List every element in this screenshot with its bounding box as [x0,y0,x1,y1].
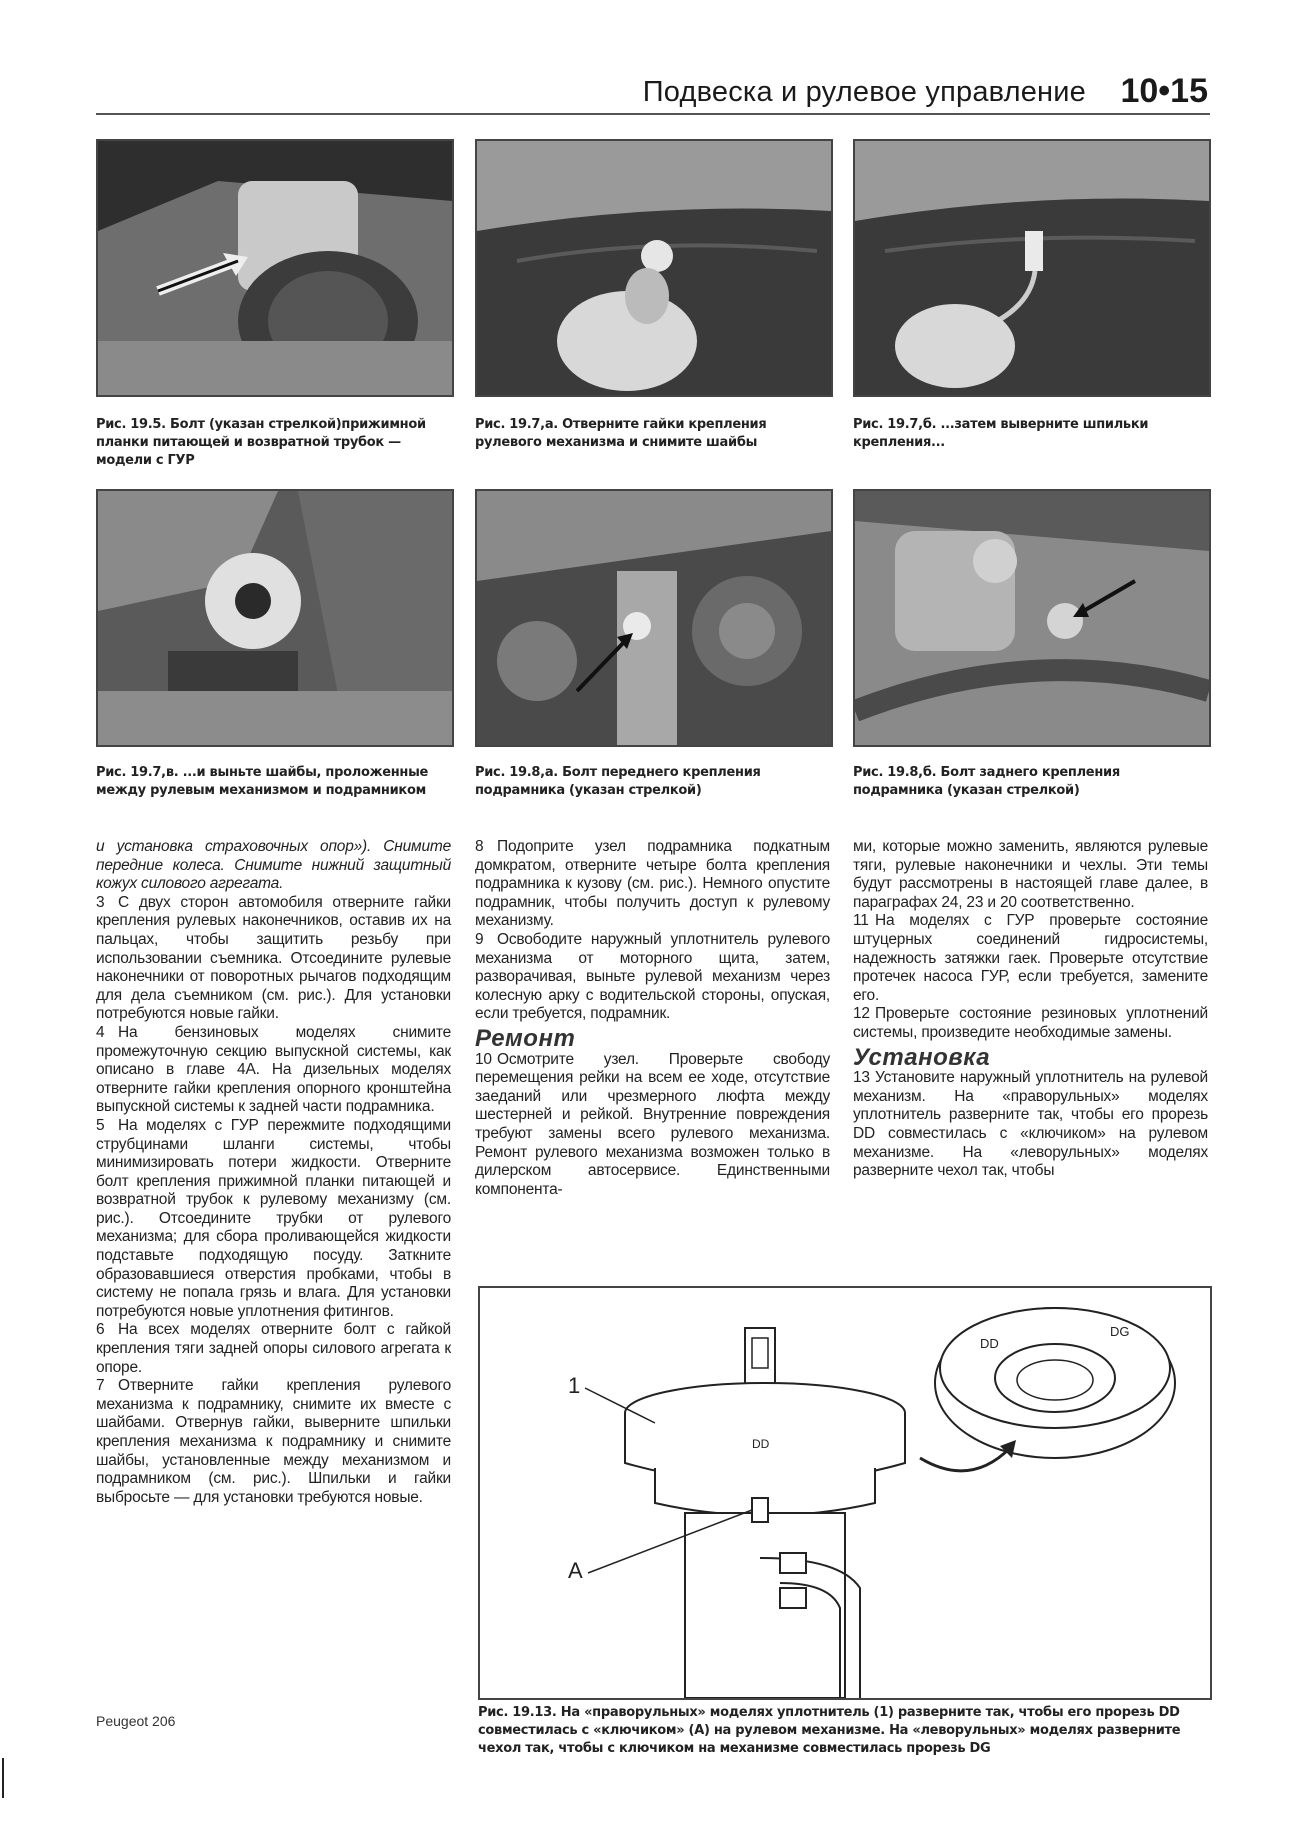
diagram-label-dd: DD [752,1437,770,1451]
paragraph-9: 9 Освободите наружный уплотнитель рулевого механизма от моторного щита, затем, разворачивая, выньте рулевой механизм через колесную арку с водительской стороны, опуская, если требуется, подрамник. [475,930,830,1023]
caption-fig-19-7v: Рис. 19.7,в. ...и выньте шайбы, проложенные между рулевым механизмом и подрамником [96,765,429,798]
paragraph-3: 3 С двух сторон автомобиля отверните гайки крепления рулевых наконечников, оставив их на пальцах, чтобы защитить резьбу при использовании съемника. Отсоедините рулевые наконечники от поворотных рычагов подходящим для дела съемником (см. рис.). Для установки потребуются новые гайки. [96,893,451,1023]
paragraph-4: 4 На бензиновых моделях снимите промежуточную секцию выпускной системы, как описано в главе 4А. На дизельных моделях отверните гайки крепления опорного кронштейна выпускной системы к задней части подрамника. [96,1023,451,1116]
photo-fig-19-7b [853,139,1211,397]
diagram-label-1: 1 [568,1373,581,1398]
photo-fig-19-7a [475,139,833,397]
seal-diagram [480,1288,1210,1698]
text-column-2 [475,838,830,1199]
paragraph-5: 5 На моделях с ГУР пережмите подходящими струбцинами шланги системы, чтобы минимизировать потери жидкости. Отверните болт крепления прижимной планки питающей и возвратной трубок к рулевому механизму (см. рис.). Отсоедините трубки от рулевого механизма; для сбора проливающейся жидкости подставьте подходящую посуду. Заткните образовавшиеся отверстия пробками, чтобы в систему не попала грязь и влага. Для установки потребуются новые уплотнения фитингов. [96,1116,451,1320]
section-heading-installation: Установка [853,1043,991,1071]
diagram-label-a: A [568,1558,583,1583]
paragraph-11: 11 На моделях с ГУР проверьте состояние штуцерных соединений гидросистемы, надежность затяжки гаек. Проверьте отсутствие протечек насоса ГУР, если требуется, замените его. [853,912,1208,1004]
caption-fig-19-7a: Рис. 19.7,а. Отверните гайки крепления рулевого механизма и снимите шайбы [475,417,767,450]
photo-fig-19-5 [96,139,454,397]
caption-fig-19-8b: Рис. 19.8,б. Болт заднего крепления подрамника (указан стрелкой) [853,765,1120,798]
paragraph-13: 13 Установите наружный уплотнитель на рулевой механизм. На «праворульных» моделях уплотнитель разверните так, чтобы его прорезь DD совместилась с «ключиком» на рулевом механизме. На «леворульных» моделях разверните чехол так, чтобы [853,1069,1208,1180]
page-footer: Peugeot 206 [96,1713,176,1729]
page-number: 10•15 [1120,72,1208,110]
paragraph-intro: и установка страховочных опор»). Снимите передние колеса. Снимите нижний защитный кожух силового агрегата. [96,838,451,893]
text-column-1 [96,838,451,1507]
page-header [96,72,1208,116]
caption-fig-19-7b: Рис. 19.7,б. ...затем выверните шпильки крепления... [853,417,1149,450]
paragraph-6: 6 На всех моделях отверните болт с гайкой крепления тяги задней опоры силового агрегата к опоре. [96,1321,451,1376]
margin-mark [2,1758,4,1798]
photo-fig-19-8a [475,489,833,747]
diagram-label-dg: DG [1110,1324,1130,1339]
section-heading-repair: Ремонт [475,1024,576,1052]
chapter-title: Подвеска и рулевое управление [642,76,1086,108]
caption-fig-19-5: Рис. 19.5. Болт (указан стрелкой)прижимной планки питающей и возвратной трубок — модели с ГУР [96,417,426,468]
caption-fig-19-13: Рис. 19.13. На «праворульных» моделях уплотнитель (1) разверните так, чтобы его прорезь DD совместилась с «ключиком» (А) на рулевом механизме. На «леворульных» моделях разверните чехол так, чтобы с ключиком на механизме совместилась прорезь DG [478,1705,1181,1756]
caption-fig-19-8a: Рис. 19.8,а. Болт переднего крепления подрамника (указан стрелкой) [475,765,761,798]
photo-fig-19-8b [853,489,1211,747]
diagram-fig-19-13 [478,1286,1212,1700]
paragraph-continuation: ми, которые можно заменить, являются рулевые тяги, рулевые наконечники и чехлы. Эти темы будут рассмотрены в настоящей главе далее, в параграфах 24, 23 и 20 соответственно. [853,838,1208,911]
text-column-3 [853,838,1208,1181]
paragraph-12: 12 Проверьте состояние резиновых уплотнений системы, произведите необходимые замены. [853,1005,1208,1041]
diagram-label-dd-inset: DD [980,1336,999,1351]
paragraph-10: 10 Осмотрите узел. Проверьте свободу перемещения рейки на всем ее ходе, отсутствие заеданий или чрезмерного люфта между шестерней и рейкой. Внутренние повреждения требуют замены всего рулевого механизма. Ремонт рулевого механизма возможен только в дилерском автосервисе. Единственными компонента- [475,1050,830,1198]
paragraph-8: 8 Подоприте узел подрамника подкатным домкратом, отверните четыре болта крепления подрамника к кузову (см. рис.). Немного опустите подрамник, чтобы получить доступ к рулевому механизму. [475,838,830,930]
header-divider [96,113,1210,115]
paragraph-7: 7 Отверните гайки крепления рулевого механизма к подрамнику, снимите их вместе с шайбами. Отвернув гайки, выверните шпильки крепления механизма к подрамнику и снимите шайбы, установленные между механизмом и подрамником (см. рис.). Шпильки и гайки выбросьте — для установки требуются новые. [96,1377,451,1506]
photo-fig-19-7v [96,489,454,747]
